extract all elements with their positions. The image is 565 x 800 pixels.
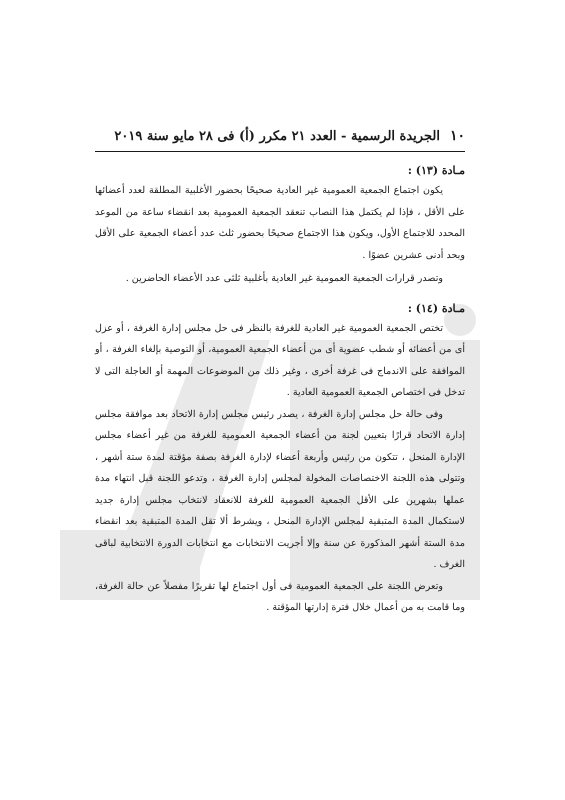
article-13-paragraph-2: وتصدر قرارات الجمعية العمومية غير العادية بأغلبية ثلثى عدد الأعضاء الحاضرين . [125,273,443,284]
running-title: الجريدة الرسمية - العدد ٢١ مكرر (أ) فى ٢٨ مايو سنة ٢٠١٩ [114,129,440,144]
article-14-paragraph-1: تختص الجمعية العمومية غير العادية للغرفة بالنظر فى حل مجلس إدارة الغرفة ، أو عزل أى من أعضائه أو شطب عضوية أى من أعضاء الجمعية العمومية، أو التوصية بإلغاء الغرفة ، أو الموافقة على الاندماج فى غرفة أخرى ، وغير ذلك من الموضوعات المهمة أو العاجلة التى لا تدخل فى اختصاص الجمعية العمومية العادية . [95,322,465,398]
page-number: ١٠ [449,128,465,144]
article-14-paragraph-2: وفى حالة حل مجلس إدارة الغرفة ، يصدر رئيس مجلس إدارة الاتحاد بعد موافقة مجلس إدارة الاتحاد قرارًا بتعيين لجنة من أعضاء الجمعية العمومية للغرفة من غير أعضاء مجلس الإدارة المنحل ، تتكون من رئيس وأربعة أعضاء لإدارة الغرفة بصفة مؤقتة لمدة ستة أشهر ، وتتولى هذه اللجنة الاختصاصات المخولة لمجلس إدارة الغرفة ، وتدعو اللجنة قبل انتهاء مدة عملها بشهرين على الأقل الجمعية العمومية للغرفة للانعقاد لانتخاب مجلس إدارة جديد لاستكمال المدة المتبقية لمجلس الإدارة المنحل ، ويشرط ألا تقل المدة المتبقية بعد انقضاء مدة الستة أشهر المذكورة عن سنة وإلا أجريت الانتخابات مع انتخابات الدورة الانتخابية لباقى الغرف . [95,408,465,570]
document-page [95,128,465,619]
article-14-title: مـادة (١٤) : [407,301,465,315]
page-header [95,128,465,152]
article-13-title: مـادة (١٣) : [407,164,465,177]
article-14-paragraph-3: وتعرض اللجنة على الجمعية العمومية فى أول اجتماع لها تقريرًا مفصلاً عن حالة الغرفة، وما قامت به من أعمال خلال فترة إدارتها المؤقتة . [95,580,465,613]
article-13-paragraph-1: يكون اجتماع الجمعية العمومية غير العادية صحيحًا بحضور الأغلبية المطلقة لعدد أعضائها على الأقل ، فإذا لم يكتمل هذا النصاب تنعقد الجمعية العمومية بعد انقضاء ساعة من الموعد المحدد للاجتماع الأول، ويكون هذا الاجتماع صحيحًا بحضور ثلث عدد أعضاء الجمعية على الأقل وبحد أدنى عشرين عضوًا . [95,185,465,261]
